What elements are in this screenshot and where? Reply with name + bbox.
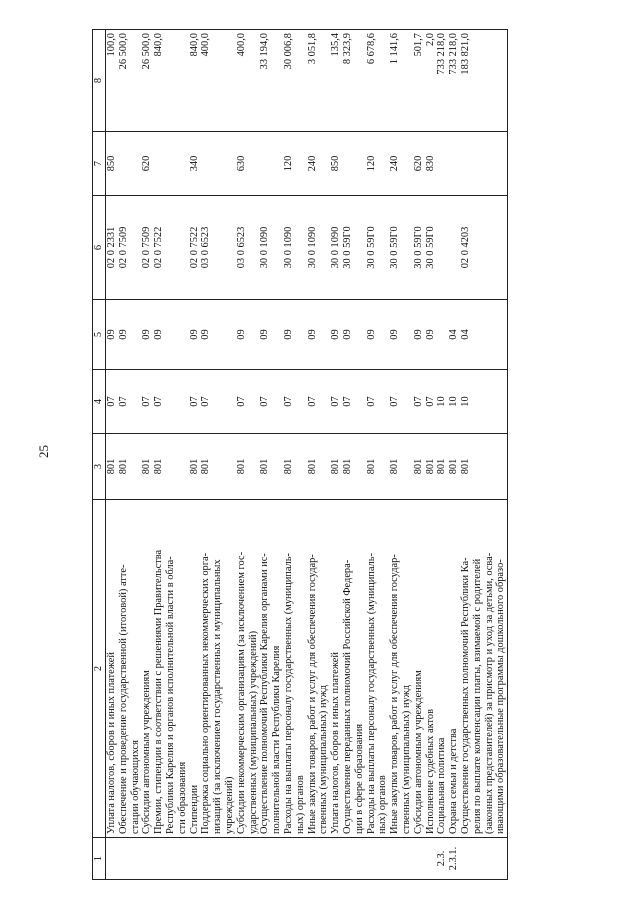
ministry-code-cell (366, 434, 390, 500)
amount-line: 400,0 (200, 33, 212, 57)
section-number-line (425, 841, 437, 876)
item-name-line: Осуществление государственных полномочий Республики Ка- (459, 557, 471, 834)
target-article-code-line: 02 0 7509 (141, 226, 153, 269)
target-article-code-line: 30 0 1090 (306, 226, 318, 269)
ministry-code-line: 801 (436, 458, 448, 475)
section-code-line: 10 (436, 396, 448, 407)
expense-type-code-cell (283, 132, 307, 196)
section-code-line: 07 (330, 396, 342, 407)
amount-line: 2,0 (424, 33, 436, 46)
ministry-code-cell (141, 434, 188, 500)
section-code-line: 07 (153, 396, 165, 407)
subsection-code-line: 09 (412, 329, 424, 340)
section-code-line: 07 (117, 396, 129, 407)
table-row (236, 30, 260, 880)
amount-cell (283, 30, 307, 132)
section-code-line: 07 (141, 396, 153, 407)
section-code-line: 07 (306, 396, 318, 407)
amount-cell (141, 30, 188, 132)
item-name-line: учреждений) (223, 776, 235, 834)
item-name-line: Уплата налогов, сборов и иных платежей (106, 652, 117, 834)
subsection-code-line: 09 (200, 329, 212, 340)
expense-type-code-cell (106, 132, 142, 196)
target-article-code-cell (389, 196, 413, 300)
item-name-cell (189, 500, 236, 838)
amount-line: 26 500,0 (141, 33, 153, 70)
target-article-code-cell (141, 196, 188, 300)
ministry-code-cell (307, 434, 331, 500)
section-number-cell (330, 838, 365, 880)
item-name-line: Субсидии некоммерческим организациям (за исключением гос- (235, 551, 247, 834)
ministry-code-cell (330, 434, 365, 500)
ministry-code-line: 801 (459, 458, 471, 475)
section-number-line (413, 841, 425, 876)
expense-type-code-line (153, 135, 165, 192)
table-row (366, 30, 390, 880)
amount-line: 840,0 (153, 33, 165, 57)
header-col-3: 3 (93, 434, 106, 500)
subsection-code-line: 09 (341, 329, 353, 340)
amount-line: 100,0 (106, 33, 117, 57)
ministry-code-line: 801 (200, 458, 212, 475)
header-row (93, 30, 106, 880)
item-name-line: Субсидии автономным учреждениям (141, 670, 153, 834)
table-row (283, 30, 307, 880)
expense-type-code-line (200, 135, 212, 192)
ministry-code-cell (389, 434, 413, 500)
item-name-line: полнительной власти Республики Карелия (271, 645, 283, 834)
amount-line: 1 141,6 (389, 33, 401, 65)
subsection-code-line: 09 (141, 329, 153, 340)
target-article-code-line: 02 0 7522 (153, 226, 165, 269)
section-code-cell (141, 370, 188, 434)
expense-type-code-cell (236, 132, 260, 196)
item-name-line: стации обучающихся (129, 740, 141, 834)
ministry-code-cell (106, 434, 142, 500)
section-code-line: 10 (448, 396, 460, 407)
item-name-cell (307, 500, 331, 838)
subsection-code-line: 09 (235, 329, 247, 340)
ministry-code-line: 801 (235, 458, 247, 475)
section-code-line: 07 (424, 396, 436, 407)
amount-cell (259, 30, 283, 132)
amount-cell (106, 30, 142, 132)
section-code-cell (283, 370, 307, 434)
ministry-code-line: 801 (259, 458, 271, 475)
expense-type-code-line: 850 (106, 155, 117, 172)
expense-type-code-cell (330, 132, 365, 196)
ministry-code-cell (259, 434, 283, 500)
section-code-line: 07 (341, 396, 353, 407)
target-article-code-cell (236, 196, 260, 300)
section-number-cell (413, 838, 508, 880)
item-name-cell (141, 500, 188, 838)
header-col-5: 5 (93, 300, 106, 370)
expense-type-code-cell (259, 132, 283, 196)
target-article-code-line (448, 199, 460, 296)
amount-line: 733 218,0 (436, 33, 448, 75)
expense-type-code-line: 120 (365, 155, 377, 172)
section-number-cell (366, 838, 390, 880)
subsection-code-cell (283, 300, 307, 370)
amount-line: 30 006,8 (282, 33, 294, 70)
section-code-cell (236, 370, 260, 434)
budget-table (92, 29, 508, 880)
item-name-line: ударственных (муниципальных) учреждений) (247, 630, 259, 834)
amount-line: 183 821,0 (459, 33, 471, 75)
target-article-code-cell (283, 196, 307, 300)
amount-line: 733 218,0 (448, 33, 460, 75)
target-article-code-line: 30 0 59Г0 (341, 226, 353, 269)
item-name-line: Стипендии (188, 784, 200, 834)
target-article-code-cell (330, 196, 365, 300)
item-name-cell (236, 500, 260, 838)
item-name-cell (259, 500, 283, 838)
table-row (189, 30, 236, 880)
item-name-cell (389, 500, 413, 838)
expense-type-code-line: 240 (389, 155, 401, 172)
section-number-cell (236, 838, 260, 880)
expense-type-code-line: 850 (330, 155, 342, 172)
target-article-code-line: 03 0 6523 (200, 226, 212, 269)
item-name-line: Осуществление переданных полномочий Российской Федера- (341, 559, 353, 834)
item-name-cell (330, 500, 365, 838)
subsection-code-line (436, 303, 448, 366)
subsection-code-cell (259, 300, 283, 370)
target-article-code-line: 03 0 6523 (235, 226, 247, 269)
ministry-code-line: 801 (424, 458, 436, 475)
target-article-code-line: 30 0 1090 (282, 226, 294, 269)
section-code-line: 07 (188, 396, 200, 407)
amount-line: 501,7 (412, 33, 424, 57)
amount-line: 840,0 (188, 33, 200, 57)
item-name-cell (106, 500, 142, 838)
item-name-line: релия по выплате компенсации платы, взимаемой с родителей (471, 558, 483, 834)
item-name-line: ции в сфере образования (353, 723, 365, 834)
subsection-code-line: 09 (153, 329, 165, 340)
subsection-code-line: 09 (330, 329, 342, 340)
amount-line: 3 051,8 (306, 33, 318, 65)
item-name-line: Иные закупки товаров, работ и услуг для обеспечения государ- (306, 554, 318, 834)
target-article-code-cell (413, 196, 508, 300)
expense-type-code-line (118, 135, 130, 192)
section-number-cell (259, 838, 283, 880)
amount-line: 8 323,9 (341, 33, 353, 65)
amount-line: 135,4 (330, 33, 342, 57)
item-name-line: Расходы на выплаты персоналу государственных (муниципаль- (365, 553, 377, 834)
expense-type-code-line (436, 135, 448, 192)
subsection-code-cell (189, 300, 236, 370)
expense-type-code-cell (141, 132, 188, 196)
subsection-code-cell (307, 300, 331, 370)
target-article-code-cell (189, 196, 236, 300)
subsection-code-line: 09 (389, 329, 401, 340)
expense-type-code-line (448, 135, 460, 192)
item-name-line: Охрана семьи и детства (448, 728, 460, 834)
budget-sheet (92, 30, 612, 880)
expense-type-code-cell (389, 132, 413, 196)
amount-cell (330, 30, 365, 132)
target-article-code-line: 02 0 4203 (459, 226, 471, 269)
amount-cell (189, 30, 236, 132)
table-row (307, 30, 331, 880)
section-code-line: 07 (259, 396, 271, 407)
item-name-line: Субсидии автономным учреждениям (412, 670, 424, 834)
expense-type-code-cell (307, 132, 331, 196)
expense-type-code-line: 120 (282, 155, 294, 172)
subsection-code-line: 09 (306, 329, 318, 340)
table-row (259, 30, 283, 880)
ministry-code-line: 801 (141, 458, 153, 475)
target-article-code-line: 02 0 2331 (106, 226, 117, 269)
expense-type-code-line: 620 (412, 155, 424, 172)
section-code-cell (366, 370, 390, 434)
item-name-line: Поддержка социально ориентированных некоммерческих орга- (200, 552, 212, 834)
item-name-line: ных) органов (294, 775, 306, 834)
amount-line: 26 500,0 (117, 33, 129, 70)
amount-cell (236, 30, 260, 132)
header-col-1: 1 (93, 838, 106, 880)
amount-cell (307, 30, 331, 132)
table-row (141, 30, 188, 880)
amount-cell (366, 30, 390, 132)
ministry-code-line: 801 (341, 458, 353, 475)
subsection-code-cell (413, 300, 508, 370)
target-article-code-cell (307, 196, 331, 300)
header-col-6: 6 (93, 196, 106, 300)
subsection-code-cell (366, 300, 390, 370)
item-name-cell (413, 500, 508, 838)
subsection-code-cell (236, 300, 260, 370)
ministry-code-line: 801 (117, 458, 129, 475)
subsection-code-cell (330, 300, 365, 370)
target-article-code-line: 30 0 59Г0 (365, 226, 377, 269)
expense-type-code-cell (189, 132, 236, 196)
amount-cell (413, 30, 508, 132)
subsection-code-line: 09 (424, 329, 436, 340)
expense-type-code-line: 830 (424, 155, 436, 172)
section-code-cell (389, 370, 413, 434)
item-name-line: Уплата налогов, сборов и иных платежей (330, 652, 342, 834)
item-name-line: Республики Карелия и органов исполнительной власти в обла- (164, 556, 176, 834)
ministry-code-line: 801 (330, 458, 342, 475)
target-article-code-line: 30 0 59Г0 (424, 226, 436, 269)
target-article-code-line: 30 0 59Г0 (412, 226, 424, 269)
ministry-code-line: 801 (282, 458, 294, 475)
amount-line: 33 194,0 (259, 33, 271, 70)
ministry-code-line: 801 (389, 458, 401, 475)
expense-type-code-line: 340 (188, 155, 200, 172)
section-code-cell (106, 370, 142, 434)
section-code-cell (330, 370, 365, 434)
target-article-code-line: 02 0 7522 (188, 226, 200, 269)
section-code-line: 07 (365, 396, 377, 407)
header-col-4: 4 (93, 370, 106, 434)
subsection-code-line: 09 (188, 329, 200, 340)
item-name-line: (законных представителей) за присмотр и уход за детьми, осва- (483, 552, 495, 834)
section-code-line: 07 (106, 396, 117, 407)
table-row (389, 30, 413, 880)
target-article-code-line: 30 0 59Г0 (389, 226, 401, 269)
subsection-code-line: 04 (448, 329, 460, 340)
ministry-code-line: 801 (306, 458, 318, 475)
subsection-code-cell (389, 300, 413, 370)
expense-type-code-line (342, 135, 354, 192)
section-code-line: 07 (200, 396, 212, 407)
section-number-line: 2.3.1. (448, 846, 460, 871)
target-article-code-line (436, 199, 448, 296)
ministry-code-line: 801 (412, 458, 424, 475)
item-name-line: Расходы на выплаты персоналу государственных (муниципаль- (282, 553, 294, 834)
item-name-line: Исполнение судебных актов (424, 709, 436, 834)
amount-line: 6 678,6 (365, 33, 377, 65)
ministry-code-line: 801 (448, 458, 460, 475)
subsection-code-line: 09 (106, 329, 117, 340)
section-number-cell (283, 838, 307, 880)
ministry-code-cell (283, 434, 307, 500)
section-code-cell (413, 370, 508, 434)
item-name-cell (283, 500, 307, 838)
target-article-code-cell (106, 196, 142, 300)
expense-type-code-line (259, 135, 271, 192)
amount-cell (389, 30, 413, 132)
header-col-2: 2 (93, 500, 106, 838)
subsection-code-line: 09 (259, 329, 271, 340)
subsection-code-line: 09 (282, 329, 294, 340)
section-code-line: 07 (389, 396, 401, 407)
section-number-cell (307, 838, 331, 880)
item-name-line: Иные закупки товаров, работ и услуг для обеспечения государ- (389, 554, 401, 834)
section-number-cell (389, 838, 413, 880)
section-code-cell (307, 370, 331, 434)
table-row (106, 30, 142, 880)
item-name-line: ственных (муниципальных) нужд (318, 684, 330, 834)
table-row (413, 30, 508, 880)
section-number-line: 2.3. (436, 850, 448, 867)
ministry-code-cell (413, 434, 508, 500)
table-body (106, 30, 508, 880)
ministry-code-line: 801 (106, 458, 117, 475)
section-code-line: 07 (412, 396, 424, 407)
target-article-code-line: 02 0 7509 (117, 226, 129, 269)
item-name-line: Обеспечение и проведение государственной (итоговой) атте- (117, 564, 129, 834)
section-code-cell (259, 370, 283, 434)
table-row (330, 30, 365, 880)
section-number-cell (106, 838, 142, 880)
expense-type-code-line: 620 (141, 155, 153, 172)
page-number: 25 (36, 445, 51, 458)
expense-type-code-cell (366, 132, 390, 196)
section-number-cell (189, 838, 236, 880)
item-name-line: Осуществление полномочий Республики Карелия органами ис- (259, 553, 271, 834)
ministry-code-cell (236, 434, 260, 500)
ministry-code-line: 801 (188, 458, 200, 475)
ministry-code-cell (189, 434, 236, 500)
amount-line: 400,0 (235, 33, 247, 57)
item-name-line: Премии, стипендии в соответствии с решениями Правительства (153, 549, 165, 834)
section-code-line: 07 (235, 396, 247, 407)
subsection-code-line: 04 (459, 329, 471, 340)
ministry-code-line: 801 (365, 458, 377, 475)
header-col-7: 7 (93, 132, 106, 196)
target-article-code-cell (366, 196, 390, 300)
section-code-line: 07 (282, 396, 294, 407)
item-name-line: сти образования (176, 761, 188, 834)
target-article-code-line: 30 0 1090 (330, 226, 342, 269)
target-article-code-cell (259, 196, 283, 300)
section-code-cell (189, 370, 236, 434)
ministry-code-line: 801 (153, 458, 165, 475)
item-name-line: ных) органов (377, 775, 389, 834)
expense-type-code-line: 630 (235, 155, 247, 172)
subsection-code-cell (141, 300, 188, 370)
item-name-line: Социальная политика (436, 737, 448, 834)
header-col-8: 8 (93, 30, 106, 132)
target-article-code-line: 30 0 1090 (259, 226, 271, 269)
subsection-code-line: 09 (365, 329, 377, 340)
expense-type-code-line (460, 135, 472, 192)
item-name-cell (366, 500, 390, 838)
subsection-code-line: 09 (117, 329, 129, 340)
section-code-line: 10 (459, 396, 471, 407)
item-name-line: низаций (за исключением государственных и муниципальных (212, 559, 224, 834)
item-name-line: ственных (муниципальных) нужд (400, 684, 412, 834)
item-name-line: ивающими образовательные программы дошкольного образо- (495, 559, 507, 834)
subsection-code-cell (106, 300, 142, 370)
expense-type-code-line: 240 (306, 155, 318, 172)
section-number-cell (141, 838, 188, 880)
expense-type-code-cell (413, 132, 508, 196)
